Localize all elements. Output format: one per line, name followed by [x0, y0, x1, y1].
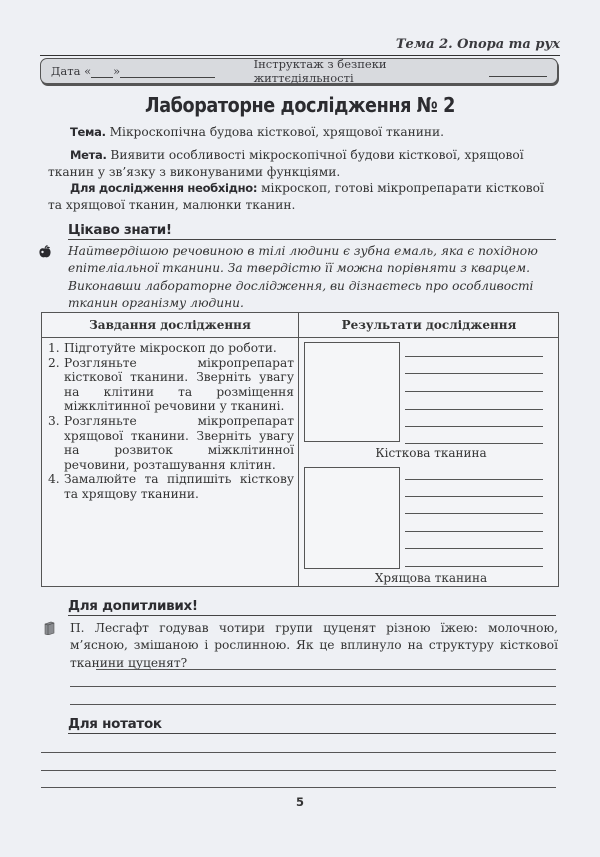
answer-line[interactable]: [70, 704, 556, 705]
safety-label: Інструктаж з безпеки життєдіяльності: [253, 57, 387, 85]
bone-label-line[interactable]: [405, 356, 543, 357]
lab-table: [41, 312, 559, 587]
goal-text: Виявити особливості мікроскопічної будови кісткової, хрящової тканин у зв’язку з виконуваними функціями.: [48, 148, 524, 179]
bone-label-line[interactable]: [405, 373, 543, 374]
date-label: Дата «: [51, 64, 92, 78]
interesting-text: Найтвердішою речовиною в тілі людини є зубна емаль, яка є похідною епітеліальної тканини. За твердістю її можна порівняти з кварцем. Виконавши лабораторне дослідження, ви дізнаєтесь про особливості тканин організму людини.: [68, 244, 538, 310]
notes-line[interactable]: [41, 770, 556, 771]
safety-signature-blank[interactable]: [489, 66, 547, 77]
page-title: Лабораторне дослідження № 2: [144, 93, 456, 117]
cartilage-label-line[interactable]: [405, 566, 543, 567]
bone-label-line[interactable]: [405, 409, 543, 410]
bone-label-line[interactable]: [405, 443, 543, 444]
materials-text: мікроскоп, готові мікропрепарати кісткової та хрящової тканин, малюнки тканин.: [48, 181, 544, 212]
book-icon: [43, 621, 55, 635]
column-header-tasks: Завдання дослідження: [89, 318, 251, 332]
answer-line[interactable]: [96, 669, 556, 670]
materials-paragraph: [48, 180, 558, 214]
cartilage-label-line[interactable]: [405, 548, 543, 549]
interesting-heading: Цікаво знати!: [68, 222, 556, 240]
task-item: 4. Замалюйте та підпишіть кісткову та хрящову тканини.: [48, 472, 294, 501]
page-number: 5: [295, 795, 304, 809]
running-head: Тема 2. Опора та рух: [40, 37, 560, 56]
notes-line[interactable]: [41, 787, 556, 788]
cartilage-label-line[interactable]: [405, 531, 543, 532]
answer-line[interactable]: [70, 686, 556, 687]
date-bar: [40, 58, 558, 84]
column-header-results: Результати дослідження: [341, 318, 517, 332]
task-item: 1. Підготуйте мікроскоп до роботи.: [48, 341, 277, 355]
curious-question: П. Лесгафт годував чотири групи цуценят різною їжею: молочною, м’ясною, змішаною і рослинною. Як це вплинуло на структуру кісткової тканини цуценят?: [70, 621, 558, 670]
cartilage-drawing-area[interactable]: [304, 467, 400, 569]
bone-drawing-area[interactable]: [304, 342, 400, 442]
task-list: [48, 341, 294, 502]
date-day-blank[interactable]: [91, 67, 113, 78]
apple-icon: [38, 245, 52, 259]
bone-label-line[interactable]: [405, 426, 543, 427]
goal-paragraph: [48, 147, 558, 181]
task-item: 3. Розгляньте мікропрепарат хрящової тканини. Зверніть увагу на розвиток міжклітинної речовини, розташування клітин.: [48, 413, 294, 472]
cartilage-caption: Хрящова тканина: [374, 571, 488, 585]
table-divider-header: [42, 337, 558, 338]
notes-heading: Для нотаток: [68, 716, 556, 734]
notes-line[interactable]: [41, 752, 556, 753]
goal-label: Мета.: [70, 148, 107, 162]
curious-heading: Для допитливих!: [68, 598, 556, 616]
table-divider-vertical: [298, 313, 299, 586]
cartilage-label-line[interactable]: [405, 496, 543, 497]
date-field[interactable]: [51, 64, 250, 78]
cartilage-label-line[interactable]: [405, 479, 543, 480]
materials-label: Для дослідження необхідно:: [70, 181, 258, 195]
date-month-blank[interactable]: [120, 67, 215, 78]
date-close: »: [113, 64, 121, 78]
topic-paragraph: [48, 124, 558, 141]
bone-label-line[interactable]: [405, 391, 543, 392]
bone-caption: Кісткова тканина: [375, 446, 487, 460]
task-item: 2. Розгляньте мікропрепарат кісткової тканини. Зверніть увагу на клітини та розміщення міжклітинної речовини у тканині.: [48, 355, 294, 414]
topic-label: Тема.: [70, 125, 106, 139]
cartilage-label-line[interactable]: [405, 513, 543, 514]
topic-text: Мікроскопічна будова кісткової, хрящової тканини.: [109, 125, 445, 139]
